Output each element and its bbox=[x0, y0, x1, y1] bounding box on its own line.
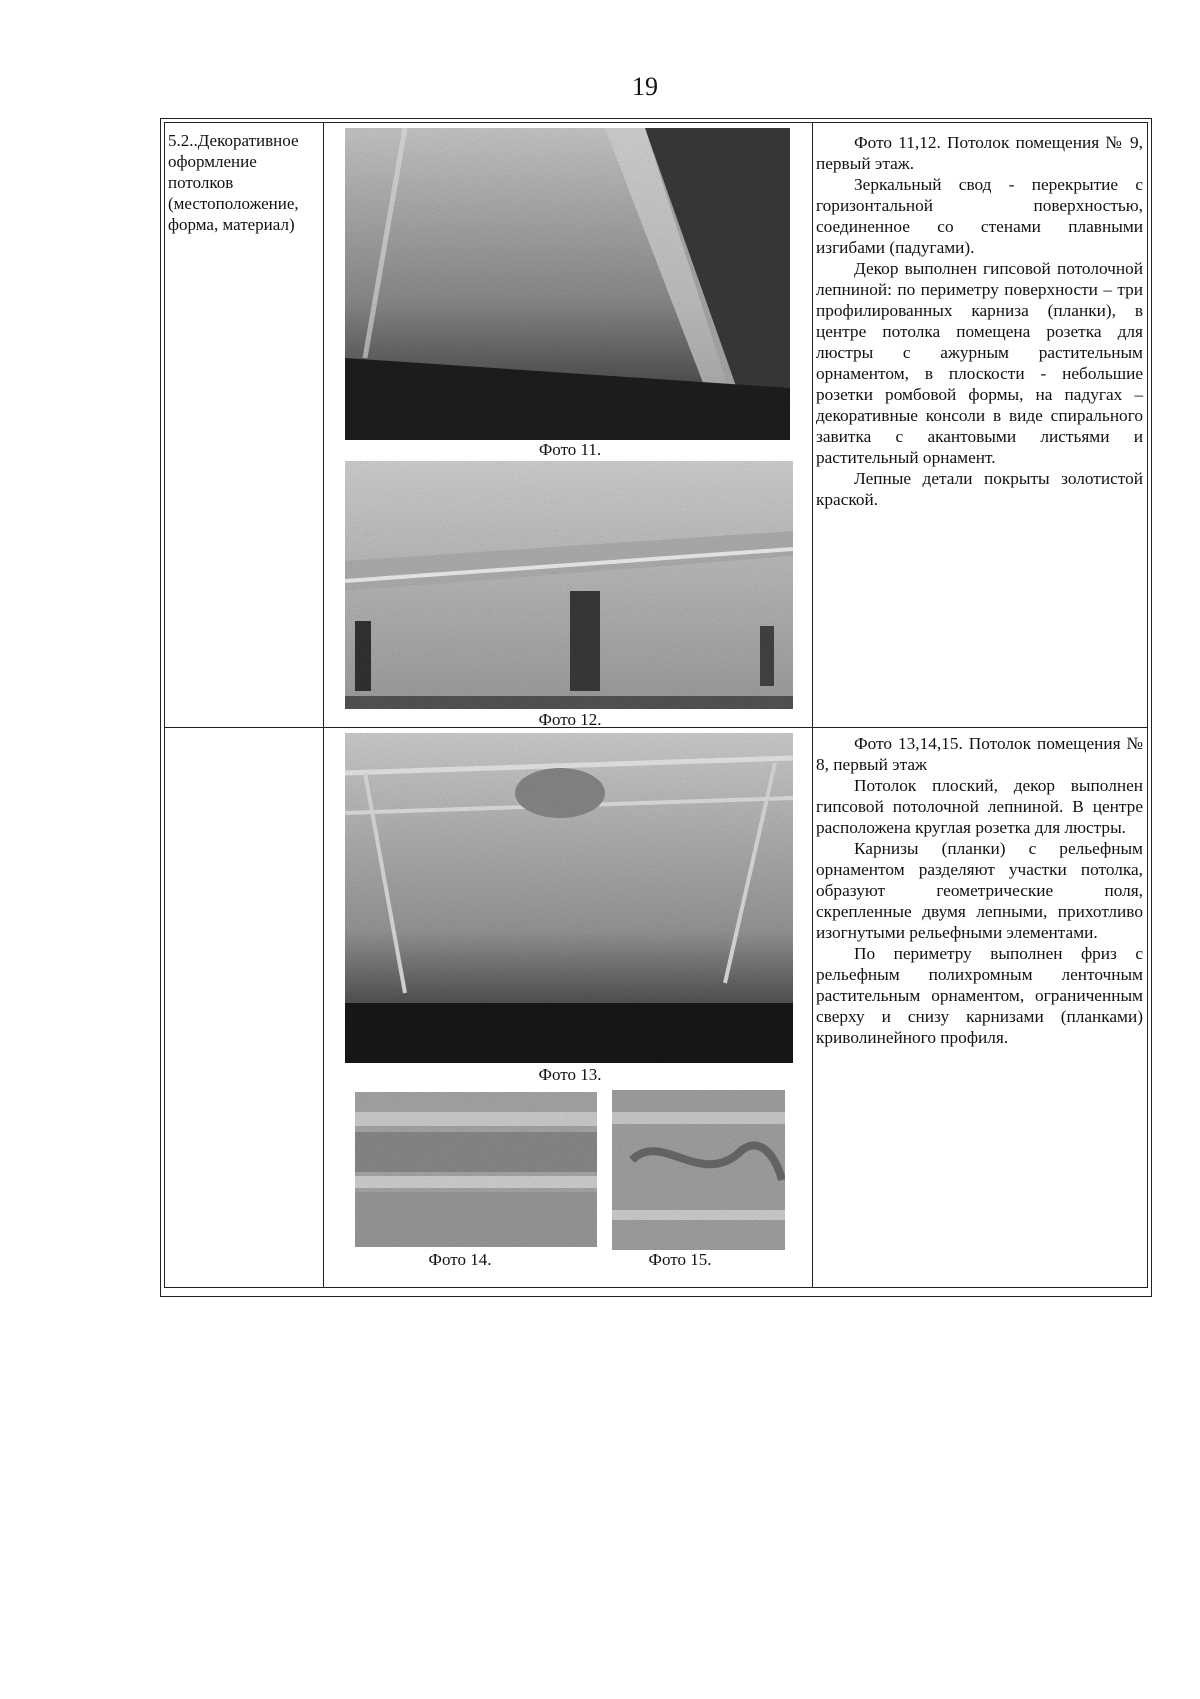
photo-12 bbox=[345, 461, 793, 709]
row1-paragraph-4: Лепные детали покрыты золотистой краской. bbox=[816, 469, 1143, 509]
photo-12-caption: Фото 12. bbox=[538, 710, 602, 729]
column-divider-2 bbox=[812, 122, 813, 1288]
photo-15 bbox=[612, 1090, 785, 1250]
row1-paragraph-3: Декор выполнен гипсовой потолочной лепниной: по периметру поверхности – три профилированных карниза (планки), в центре потолка помещена розетка для люстры с ажурным растительным орнаментом, в плоскости - небольшие розетки ромбовой формы, на падугах – декоративные консоли в виде спирального завитка с акантовыми листьями и растительный орнамент. bbox=[816, 259, 1143, 467]
photo-14-caption: Фото 14. bbox=[428, 1250, 492, 1269]
section-label: 5.2..Декоративное оформление потолков (местоположение, форма, материал) bbox=[168, 131, 299, 234]
row1-paragraph-1: Фото 11,12. Потолок помещения № 9, первый этаж. bbox=[816, 133, 1143, 173]
row-divider bbox=[164, 727, 1148, 728]
photo-13 bbox=[345, 733, 793, 1063]
row1-paragraph-2: Зеркальный свод - перекрытие с горизонтальной поверхностью, соединенное со стенами плавными изгибами (падугами). bbox=[816, 175, 1143, 257]
row1-description bbox=[816, 132, 1143, 510]
row2-paragraph-4: По периметру выполнен фриз с рельефным полихромным ленточным растительным орнаментом, ограниченным сверху и снизу карнизами (планками) криволинейного профиля. bbox=[816, 944, 1143, 1047]
photo-11-caption: Фото 11. bbox=[538, 440, 602, 459]
row2-paragraph-2: Потолок плоский, декор выполнен гипсовой потолочной лепниной. В центре расположена круглая розетка для люстры. bbox=[816, 776, 1143, 837]
row2-paragraph-1: Фото 13,14,15. Потолок помещения № 8, первый этаж bbox=[816, 734, 1143, 774]
photo-11 bbox=[345, 128, 790, 440]
photo-14 bbox=[355, 1092, 597, 1247]
page-number: 19 bbox=[632, 72, 658, 101]
column-divider-1 bbox=[323, 122, 324, 1288]
row2-paragraph-3: Карнизы (планки) с рельефным орнаментом разделяют участки потолка, образуют геометрические поля, скрепленные двумя лепными, прихотливо изогнутыми рельефными элементами. bbox=[816, 839, 1143, 942]
photo-13-caption: Фото 13. bbox=[538, 1065, 602, 1084]
photo-15-caption: Фото 15. bbox=[648, 1250, 712, 1269]
row2-description bbox=[816, 733, 1143, 1048]
